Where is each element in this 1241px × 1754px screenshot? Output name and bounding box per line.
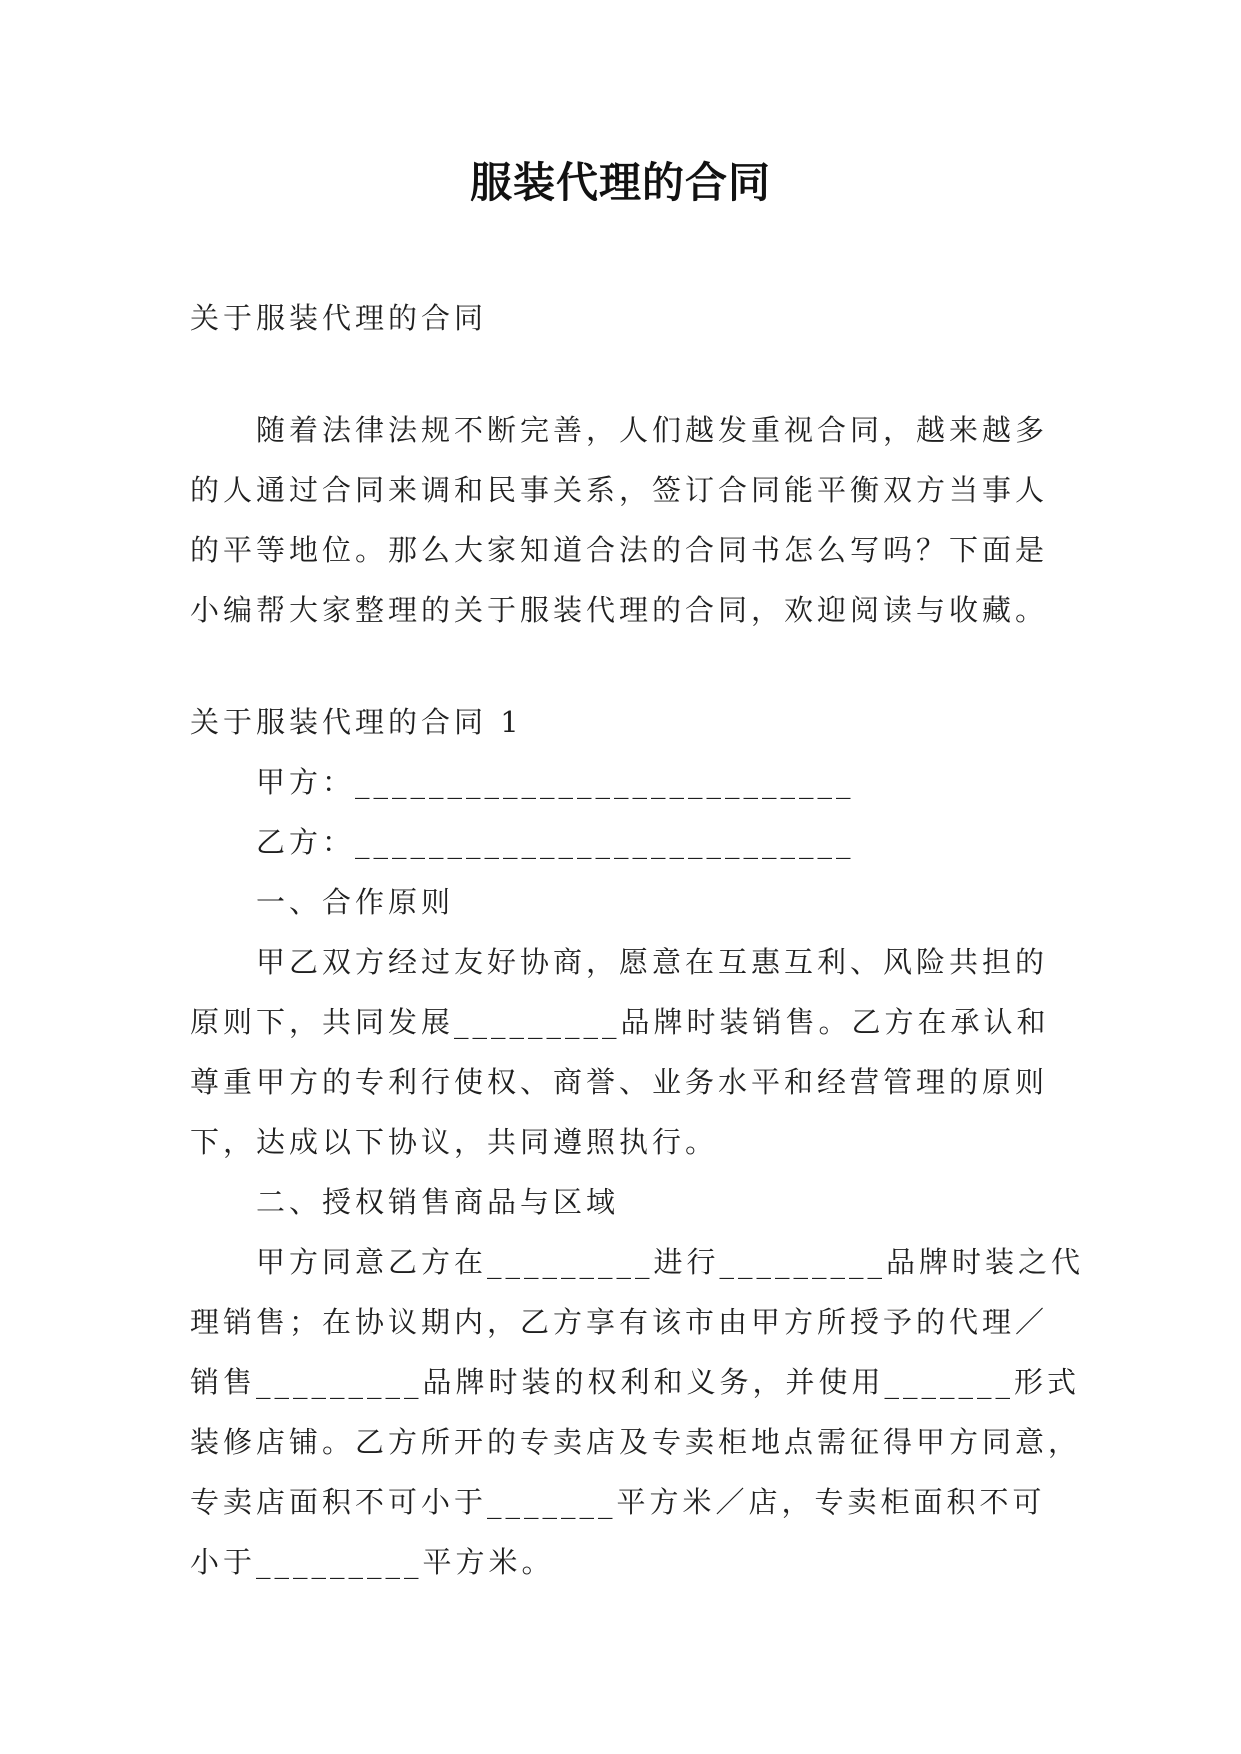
section-2-line-3: 销售_________品牌时装的权利和义务，并使用_______形式 — [190, 1365, 1081, 1399]
section-1-line-2: 原则下，共同发展_________品牌时装销售。乙方在承认和 — [190, 1005, 1050, 1039]
party-a-line: 甲方：___________________________ — [256, 765, 855, 799]
section-2-title: 二、授权销售商品与区域 — [256, 1185, 620, 1219]
section-2-line-1: 甲方同意乙方在_________进行_________品牌时装之代 — [256, 1245, 1085, 1279]
document-subtitle: 关于服装代理的合同 — [190, 301, 488, 335]
intro-line-4: 小编帮大家整理的关于服装代理的合同，欢迎阅读与收藏。 — [190, 593, 1049, 627]
intro-line-1: 随着法律法规不断完善，人们越发重视合同，越来越多 — [256, 413, 1049, 447]
intro-line-3: 的平等地位。那么大家知道合法的合同书怎么写吗？下面是 — [190, 533, 1049, 567]
section-2-line-5: 专卖店面积不可小于_______平方米／店，专卖柜面积不可 — [190, 1485, 1046, 1519]
section-1-line-3: 尊重甲方的专利行使权、商誉、业务水平和经营管理的原则 — [190, 1065, 1049, 1099]
document-title: 服装代理的合同 — [469, 158, 771, 207]
section-2-line-2: 理销售；在协议期内，乙方享有该市由甲方所授予的代理／ — [190, 1305, 1049, 1339]
section-2-line-6: 小于_________平方米。 — [190, 1545, 555, 1579]
section-2-line-4: 装修店铺。乙方所开的专卖店及专卖柜地点需征得甲方同意， — [190, 1425, 1082, 1459]
contract-heading: 关于服装代理的合同 1 — [190, 705, 523, 739]
section-1-title: 一、合作原则 — [256, 885, 455, 919]
intro-line-2: 的人通过合同来调和民事关系，签订合同能平衡双方当事人 — [190, 473, 1049, 507]
section-1-line-1: 甲乙双方经过友好协商，愿意在互惠互利、风险共担的 — [256, 945, 1049, 979]
party-b-line: 乙方：___________________________ — [256, 825, 855, 859]
section-1-line-4: 下，达成以下协议，共同遵照执行。 — [190, 1125, 719, 1159]
